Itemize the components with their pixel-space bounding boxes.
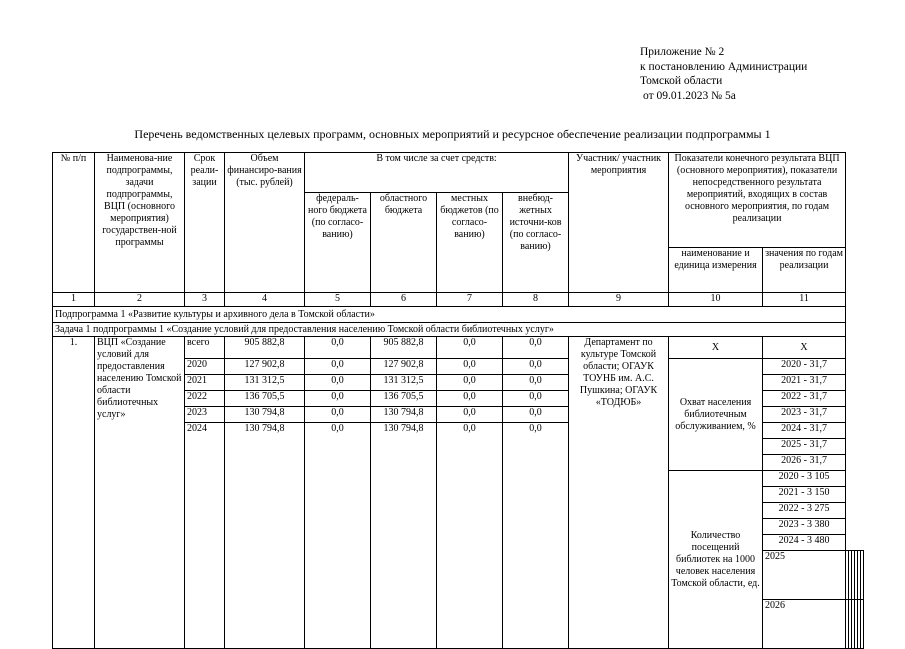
header-indicator-name: наименование и единица измерения bbox=[669, 248, 763, 293]
indicator-x-cell: Х bbox=[763, 337, 846, 359]
offbudget-cell: 0,0 bbox=[503, 391, 569, 407]
approval-line: Томской области bbox=[640, 75, 723, 87]
column-number: 8 bbox=[503, 293, 569, 307]
column-number: 2 bbox=[95, 293, 185, 307]
header-regional: областного бюджета bbox=[371, 193, 437, 293]
approval-block bbox=[640, 45, 807, 103]
federal-cell: 0,0 bbox=[305, 337, 371, 359]
header-num: № п/п bbox=[53, 153, 95, 293]
federal-cell: 0,0 bbox=[305, 359, 371, 375]
indicator-value-cell: 2021 - 31,7 bbox=[763, 375, 846, 391]
indicator-value-cell: 2024 - 31,7 bbox=[763, 423, 846, 439]
indicator-value-cell bbox=[860, 551, 863, 600]
term-cell: 2022 bbox=[185, 391, 225, 407]
indicator-value-cell: 2026 - 31,7 bbox=[763, 455, 846, 471]
row-number: 1. bbox=[53, 337, 95, 649]
local-cell: 0,0 bbox=[437, 359, 503, 375]
indicator-value-cell: 2022 - 3 275 bbox=[763, 503, 846, 519]
local-cell: 0,0 bbox=[437, 407, 503, 423]
local-cell: 0,0 bbox=[437, 423, 503, 649]
volume-cell: 131 312,5 bbox=[225, 375, 305, 391]
volume-cell: 130 794,8 bbox=[225, 423, 305, 649]
column-number: 6 bbox=[371, 293, 437, 307]
header-offbudget: внебюд-жетных источни-ков (по согласо-ванию) bbox=[503, 193, 569, 293]
column-number: 3 bbox=[185, 293, 225, 307]
approval-line: от 09.01.2023 № 5а bbox=[643, 89, 736, 102]
regional-cell: 905 882,8 bbox=[371, 337, 437, 359]
task-row: Задача 1 подпрограммы 1 «Создание условий для предоставления населению Томской области библиотечных услуг» bbox=[53, 323, 846, 337]
offbudget-cell: 0,0 bbox=[503, 407, 569, 423]
header-local: местных бюджетов (по согласо-ванию) bbox=[437, 193, 503, 293]
volume-cell: 905 882,8 bbox=[225, 337, 305, 359]
header-term: Срок реали-зации bbox=[185, 153, 225, 293]
indicator-x-cell: Х bbox=[669, 337, 763, 359]
regional-cell: 130 794,8 bbox=[371, 407, 437, 423]
volume-cell: 127 902,8 bbox=[225, 359, 305, 375]
header-federal: федераль-ного бюджета (по согласо-ванию) bbox=[305, 193, 371, 293]
indicator-name-cell: Охват населения библиотечным обслуживанием, % bbox=[669, 359, 763, 471]
document-title: Перечень ведомственных целевых программ, основных мероприятий и ресурсное обеспечение реализации подпрограммы 1 bbox=[134, 127, 771, 141]
header-indicators: Показатели конечного результата ВЦП (основного мероприятия), показатели непосредственного результата мероприятий, входящих в состав основного мероприятия, по годам реализации bbox=[669, 153, 846, 248]
offbudget-cell: 0,0 bbox=[503, 337, 569, 359]
regional-cell: 131 312,5 bbox=[371, 375, 437, 391]
column-number: 1 bbox=[53, 293, 95, 307]
column-number: 11 bbox=[763, 293, 846, 307]
indicator-value-cell: 2020 - 31,7 bbox=[763, 359, 846, 375]
column-number: 10 bbox=[669, 293, 763, 307]
term-cell: 2023 bbox=[185, 407, 225, 423]
header-name: Наименова-ние подпрограммы, задачи подпрограммы, ВЦП (основного мероприятия) государствен-ной программы bbox=[95, 153, 185, 293]
indicator-value-cell: 2023 - 31,7 bbox=[763, 407, 846, 423]
header-including: В том числе за счет средств: bbox=[305, 153, 569, 193]
column-number: 4 bbox=[225, 293, 305, 307]
term-cell: 2026 bbox=[763, 600, 846, 649]
approval-line: к постановлению Администрации bbox=[640, 60, 808, 73]
program-name: ВЦП «Создание условий для предоставления населению Томской области библиотечных услуг» bbox=[95, 337, 185, 649]
offbudget-cell: 0,0 bbox=[503, 359, 569, 375]
header-indicator-values: значения по годам реализации bbox=[763, 248, 846, 293]
federal-cell: 0,0 bbox=[305, 407, 371, 423]
federal-cell: 0,0 bbox=[305, 375, 371, 391]
header-volume: Объем финансиро-вания (тыс. рублей) bbox=[225, 153, 305, 293]
indicator-value-cell: 2020 - 3 105 bbox=[763, 471, 846, 487]
local-cell: 0,0 bbox=[437, 391, 503, 407]
approval-line: Приложение № 2 bbox=[640, 46, 725, 58]
program-table bbox=[52, 152, 864, 649]
indicator-value-cell bbox=[860, 600, 863, 649]
local-cell: 0,0 bbox=[437, 337, 503, 359]
column-number: 7 bbox=[437, 293, 503, 307]
term-cell: 2024 bbox=[185, 423, 225, 649]
term-cell: 2021 bbox=[185, 375, 225, 391]
federal-cell: 0,0 bbox=[305, 423, 371, 649]
term-cell: 2020 bbox=[185, 359, 225, 375]
column-number: 5 bbox=[305, 293, 371, 307]
offbudget-cell: 0,0 bbox=[503, 423, 569, 649]
regional-cell: 136 705,5 bbox=[371, 391, 437, 407]
column-number: 9 bbox=[569, 293, 669, 307]
indicator-value-cell: 2023 - 3 380 bbox=[763, 519, 846, 535]
offbudget-cell: 0,0 bbox=[503, 375, 569, 391]
indicator-value-cell: 2025 - 31,7 bbox=[763, 439, 846, 455]
indicator-name-cell: Количество посещений библиотек на 1000 человек населения Томской области, ед. bbox=[669, 471, 763, 649]
indicator-value-cell: 2022 - 31,7 bbox=[763, 391, 846, 407]
term-cell: 2025 bbox=[763, 551, 846, 600]
regional-cell: 130 794,8 bbox=[371, 423, 437, 649]
participant-cell: Департамент по культуре Томской области; ОГАУК ТОУНБ им. А.С. Пушкина; ОГАУК «ТОДЮБ» bbox=[569, 337, 669, 649]
federal-cell: 0,0 bbox=[305, 391, 371, 407]
term-cell: всего bbox=[185, 337, 225, 359]
indicator-value-cell: 2024 - 3 480 bbox=[763, 535, 846, 551]
subprogram-row: Подпрограмма 1 «Развитие культуры и архивного дела в Томской области» bbox=[53, 307, 846, 323]
volume-cell: 130 794,8 bbox=[225, 407, 305, 423]
header-participant: Участник/ участник мероприятия bbox=[569, 153, 669, 293]
regional-cell: 127 902,8 bbox=[371, 359, 437, 375]
local-cell: 0,0 bbox=[437, 375, 503, 391]
volume-cell: 136 705,5 bbox=[225, 391, 305, 407]
indicator-value-cell: 2021 - 3 150 bbox=[763, 487, 846, 503]
